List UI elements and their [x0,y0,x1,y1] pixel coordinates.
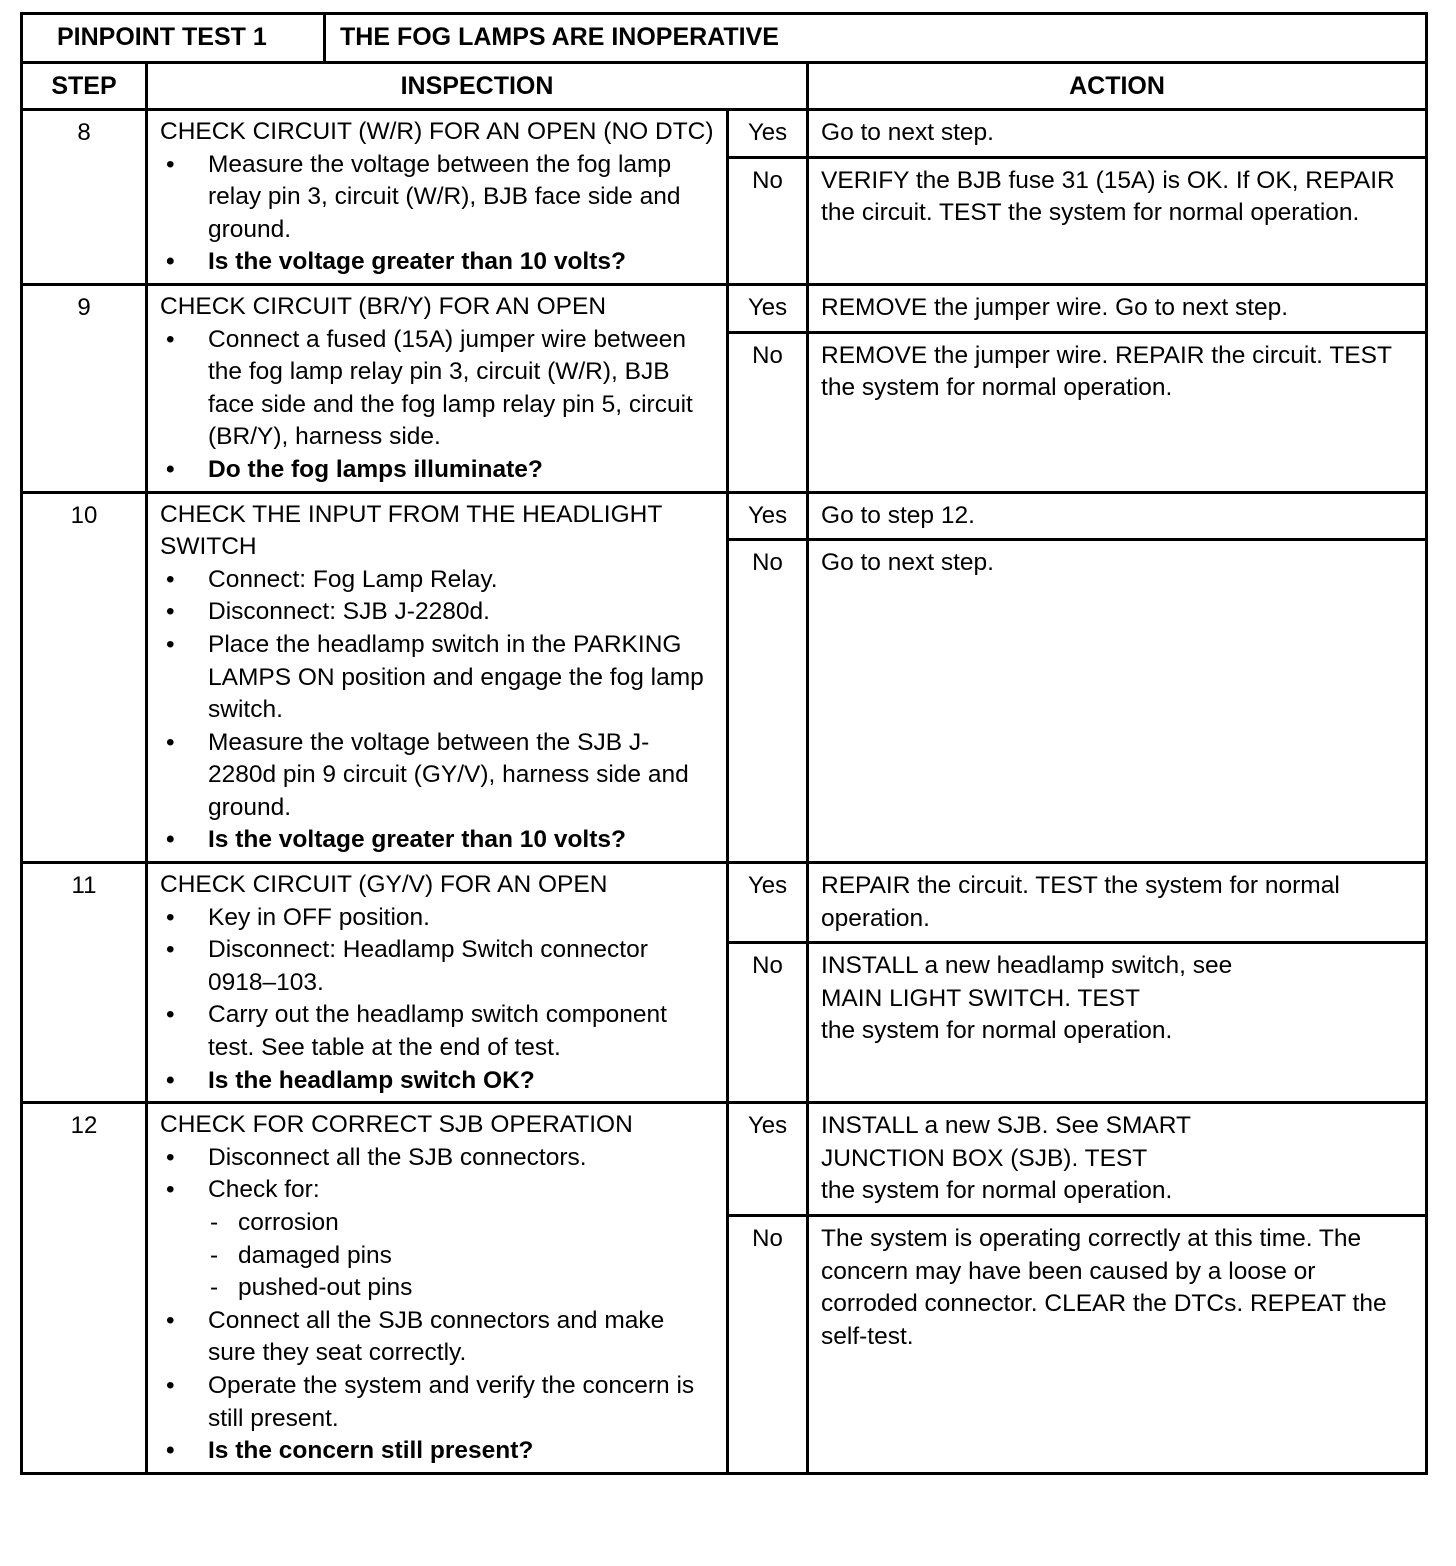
bullet-item: • Measure the voltage between the fog lamp relay pin 3, circuit (W/R), BJB face side and ground. [160,149,716,247]
no-action: Go to next step. [808,540,1427,863]
inspection-question: • Do the fog lamps illuminate? [160,454,716,487]
bullet-item: • Disconnect: SJB J-2280d. [160,596,716,629]
no-label: No [728,157,808,284]
bullet-item: • Measure the voltage between the SJB J-2280d pin 9 circuit (GY/V), harness side and ground. [160,727,716,825]
inspection-cell [147,492,728,863]
yes-label: Yes [728,110,808,158]
no-label: No [728,1216,808,1474]
yes-action: Go to next step. [808,110,1427,158]
inspection-cell [147,863,728,1103]
no-action-line: INSTALL a new headlamp switch, see [821,952,1233,980]
yes-action: REMOVE the jumper wire. Go to next step. [808,284,1427,332]
inspection-heading: CHECK CIRCUIT (BR/Y) FOR AN OPEN [160,292,607,320]
inspection-column-header: INSPECTION [147,63,808,110]
sub-item: - pushed-out pins [208,1272,716,1305]
no-label: No [728,540,808,863]
yes-action: REPAIR the circuit. TEST the system for normal operation. [808,863,1427,943]
step-8-yes-row [22,110,1427,158]
check-sub-list [208,1207,716,1305]
bullet-item: • Disconnect: Headlamp Switch connector 0918–103. [160,934,716,999]
no-action [808,943,1427,1103]
step-number: 11 [22,863,147,1103]
inspection-heading: CHECK FOR CORRECT SJB OPERATION [160,1111,633,1139]
bullet-item: • Operate the system and verify the concern is still present. [160,1370,716,1435]
yes-action-line: the system for normal operation. [821,1177,1173,1205]
bullet-item [160,1174,716,1304]
yes-label: Yes [728,492,808,540]
pinpoint-test-table [20,12,1428,1475]
sub-item: - damaged pins [208,1240,716,1273]
bullet-text: Check for: [208,1176,320,1204]
inspection-cell [147,110,728,285]
yes-label: Yes [728,863,808,943]
step-number: 9 [22,284,147,492]
inspection-question: • Is the voltage greater than 10 volts? [160,824,716,857]
yes-action [808,1103,1427,1216]
no-action-line: the system for normal operation. [821,1017,1173,1045]
no-label: No [728,943,808,1103]
inspection-bullets [160,564,716,857]
step-column-header: STEP [22,63,147,110]
inspection-bullets [160,324,716,487]
no-action-line: MAIN LIGHT SWITCH. TEST [821,984,1140,1012]
column-header-row [22,63,1427,110]
yes-action-line: JUNCTION BOX (SJB). TEST [821,1144,1148,1172]
inspection-heading: CHECK CIRCUIT (W/R) FOR AN OPEN (NO DTC) [160,118,714,145]
bullet-item: • Disconnect all the SJB connectors. [160,1142,716,1175]
test-label: PINPOINT TEST 1 [22,14,325,63]
step-11-yes-row [22,863,1427,943]
inspection-bullets [160,902,716,1098]
no-action: REMOVE the jumper wire. REPAIR the circuit. TEST the system for normal operation. [808,332,1427,492]
inspection-question: • Is the concern still present? [160,1435,716,1468]
inspection-bullets [160,149,716,279]
bullet-item: • Carry out the headlamp switch component test. See table at the end of test. [160,999,716,1064]
bullet-item: • Connect a fused (15A) jumper wire between the fog lamp relay pin 3, circuit (W/R), BJB face side and the fog lamp relay pin 5, circuit (BR/Y), harness side. [160,324,716,454]
no-action: VERIFY the BJB fuse 31 (15A) is OK. If OK, REPAIR the circuit. TEST the system for normal operation. [808,157,1427,284]
yes-label: Yes [728,1103,808,1216]
no-label: No [728,332,808,492]
yes-label: Yes [728,284,808,332]
step-9-yes-row [22,284,1427,332]
yes-action: Go to step 12. [808,492,1427,540]
inspection-heading: CHECK CIRCUIT (GY/V) FOR AN OPEN [160,871,608,899]
inspection-heading: CHECK THE INPUT FROM THE HEADLIGHT SWITCH [160,500,662,561]
sub-item: - corrosion [208,1207,716,1240]
inspection-question: • Is the headlamp switch OK? [160,1065,716,1098]
test-header-row [22,14,1427,63]
step-12-yes-row [22,1103,1427,1216]
bullet-item: • Connect: Fog Lamp Relay. [160,564,716,597]
inspection-cell [147,284,728,492]
test-title: THE FOG LAMPS ARE INOPERATIVE [325,14,1427,63]
inspection-question: • Is the voltage greater than 10 volts? [160,246,716,279]
yes-action-line: INSTALL a new SJB. See SMART [821,1112,1191,1140]
bullet-item: • Connect all the SJB connectors and make sure they seat correctly. [160,1305,716,1370]
step-10-yes-row [22,492,1427,540]
step-number: 8 [22,110,147,285]
inspection-bullets [160,1142,716,1468]
bullet-item: • Key in OFF position. [160,902,716,935]
action-column-header: ACTION [808,63,1427,110]
inspection-cell [147,1103,728,1474]
bullet-item: • Place the headlamp switch in the PARKING LAMPS ON position and engage the fog lamp switch. [160,629,716,727]
step-number: 12 [22,1103,147,1474]
no-action: The system is operating correctly at this time. The concern may have been caused by a loose or corroded connector. CLEAR the DTCs. REPEAT the self-test. [808,1216,1427,1474]
step-number: 10 [22,492,147,863]
